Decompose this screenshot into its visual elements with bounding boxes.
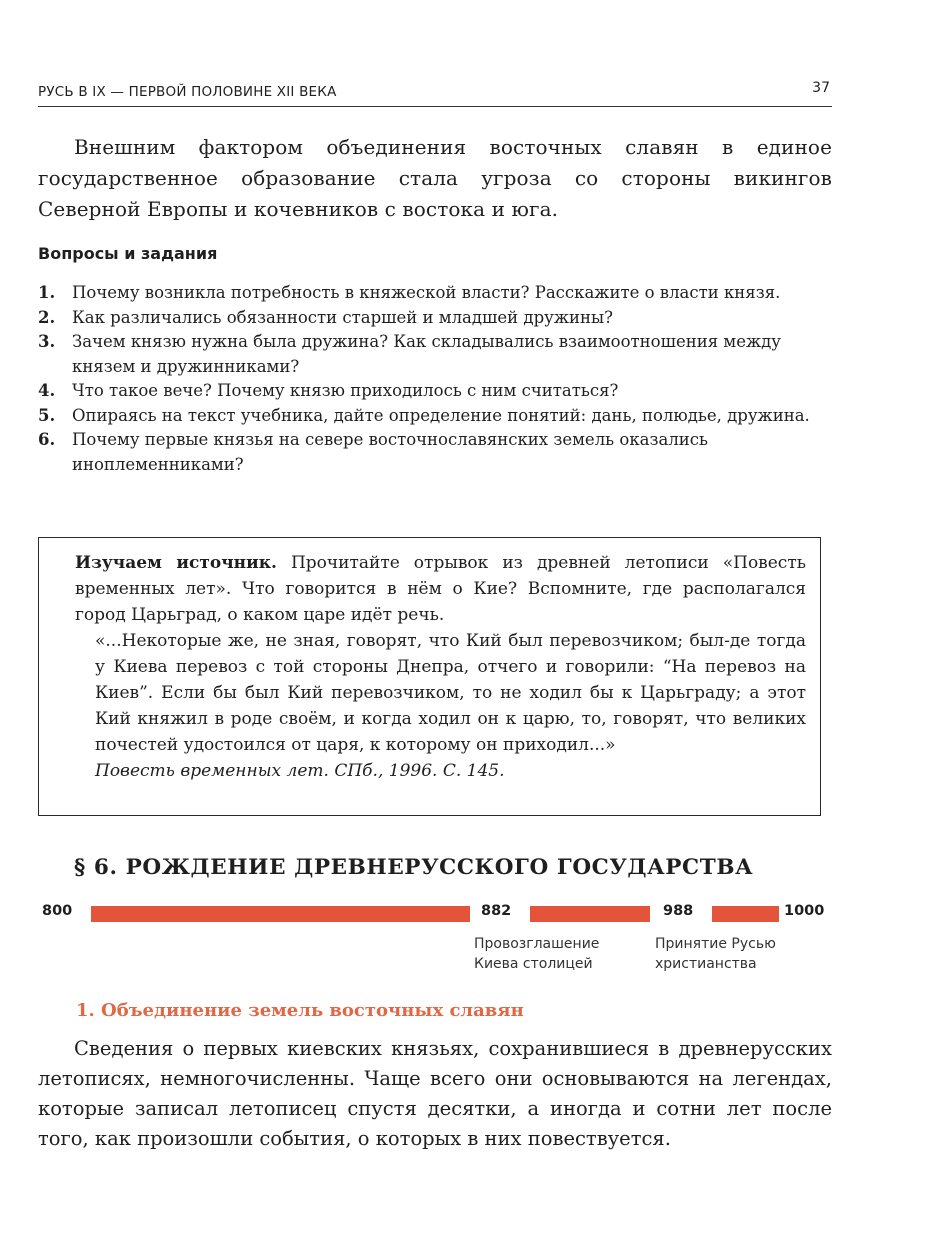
questions-heading: Вопросы и задания: [38, 244, 218, 263]
page-number: 37: [812, 80, 830, 96]
timeline-event-line: христианства: [655, 956, 757, 972]
timeline-segment: [91, 906, 470, 922]
section-heading: 1. Объединение земель восточных славян: [76, 1000, 524, 1021]
running-header-title: РУСЬ В IX — ПЕРВОЙ ПОЛОВИНЕ XII ВЕКА: [38, 84, 337, 100]
question-item: [38, 281, 832, 306]
question-item: [38, 330, 832, 379]
timeline-event: [655, 934, 776, 974]
question-text: Зачем князю нужна была дружина? Как складывались взаимоотношения между князем и дружинниками?: [72, 332, 782, 376]
timeline-event-line: Провозглашение: [474, 936, 600, 952]
question-number: 4.: [38, 381, 56, 400]
question-text: Почему возникла потребность в княжеской власти? Расскажите о власти князя.: [72, 283, 781, 302]
question-number: 5.: [38, 405, 56, 425]
timeline-event-line: Принятие Русью: [655, 936, 776, 952]
question-text: Как различались обязанности старшей и младшей дружины?: [72, 307, 613, 327]
source-instruction: [75, 550, 806, 628]
timeline-segment: [712, 906, 779, 922]
chapter-title: § 6. РОЖДЕНИЕ ДРЕВНЕРУССКОГО ГОСУДАРСТВА: [74, 855, 754, 880]
timeline-event: [474, 934, 599, 974]
question-item: [38, 379, 832, 404]
timeline-year-label: 800: [42, 903, 73, 919]
timeline-year-label: 1000: [784, 903, 825, 919]
question-number: 2.: [38, 307, 56, 327]
questions-list: [38, 281, 832, 477]
intro-paragraph: Внешним фактором объединения восточных славян в единое государственное образование стала угроза со стороны викингов Северной Европы и кочевников с востока и юга.: [38, 135, 832, 221]
question-text: Что такое вече? Почему князю приходилось с ним считаться?: [72, 381, 619, 400]
source-study-box: [38, 537, 821, 816]
section-paragraph: Сведения о первых киевских князьях, сохранившиеся в древнерусских летописях, немногочисленны. Чаще всего они основываются на легендах, которые записал летописец спустя десятки, а иногда и сотни лет после того, как произошли события, о которых в них повествуется.: [38, 1037, 832, 1150]
timeline-segment: [530, 906, 650, 922]
timeline-year-label: 882: [481, 903, 512, 919]
source-lead: Изучаем источник.: [75, 553, 277, 573]
question-text: Почему первые князья на севере восточнославянских земель оказались иноплеменниками?: [72, 430, 709, 474]
question-item: [38, 404, 832, 429]
quote-citation: Повесть временных лет. СПб., 1996. С. 145.: [95, 761, 505, 781]
timeline-event-line: Киева столицей: [474, 956, 593, 972]
timeline: [0, 900, 931, 990]
chronicle-quote: «...Некоторые же, не зная, говорят, что Кий был перевозчиком; был-де тогда у Киева перевоз с той стороны Днепра, отчего и говорили: “На перевоз на Киев”. Если бы был Кий перевозчиком, то не ходил бы к Царьграду; а этот Кий княжил в роде своём, и когда ходил он к царю, то, говорят, что великих почестей удостоился от царя, к которому он приходил...»: [95, 631, 806, 755]
question-item: [38, 428, 832, 477]
running-header: [38, 80, 832, 107]
question-number: 3.: [38, 332, 56, 351]
timeline-year-label: 988: [663, 903, 694, 919]
question-number: 1.: [38, 283, 56, 302]
question-number: 6.: [38, 430, 56, 449]
question-item: [38, 306, 832, 331]
question-text: Опираясь на текст учебника, дайте определение понятий: дань, полюдье, дружина.: [72, 405, 810, 425]
source-instruction-text: Прочитайте отрывок из древней летописи «Повесть временных лет». Что говорится в нём о Кие? Вспомните, где располагался город Царьград, о каком царе идёт речь.: [75, 553, 806, 625]
